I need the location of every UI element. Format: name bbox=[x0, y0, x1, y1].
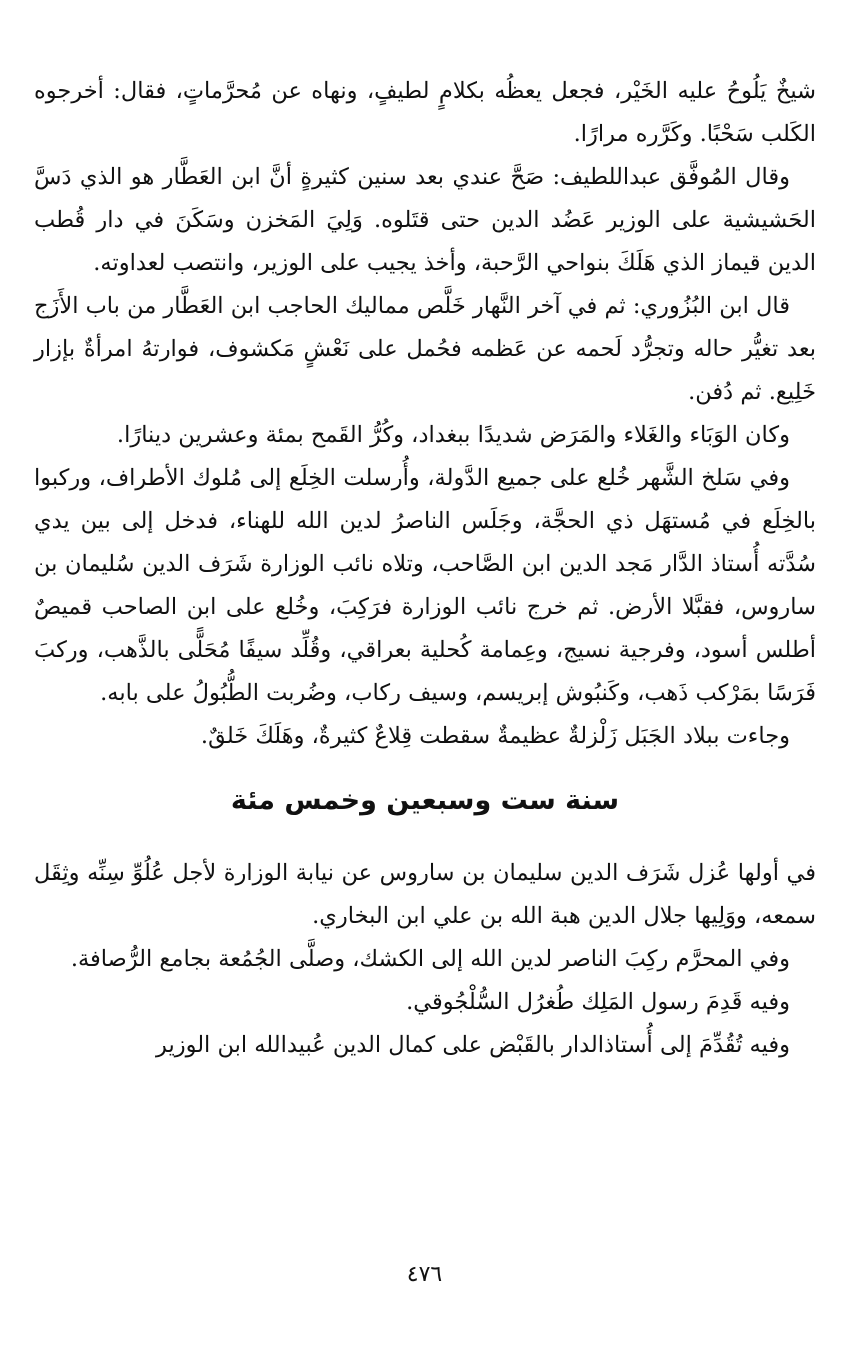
section-heading: سنة ست وسبعين وخمس مئة bbox=[230, 785, 620, 816]
paragraph: وفي المحرَّم ركِبَ الناصر لدين الله إلى الكشك، وصلَّى الجُمُعة بجامع الرُّصافة. bbox=[70, 946, 790, 972]
paragraph: شيخٌ يَلُوحُ عليه الخَيْر، فجعل يعظُه بكلامٍ لطيفٍ، ونهاه عن مُحرَّماتٍ، فقال: أخرجوه الكَلب سَحْبًا. وكَرَّره مرارًا. bbox=[34, 78, 816, 147]
paragraph: قال ابن البُزُوري: ثم في آخر النَّهار خَلَّص مماليك الحاجب ابن العَطَّار من باب الأَزَج بعد تغيُّر حاله وتجرُّد لَحمه عن عَظمه فحُمل على نَعْشٍ مَكشوف، فوارتهُ امرأةٌ بإزار خَلِيع. ثم دُفن. bbox=[34, 293, 816, 405]
paragraph: وجاءت ببلاد الجَبَل زَلْزلةٌ عظيمةٌ سقطت قِلاعٌ كثيرةٌ، وهَلَكَ خَلقٌ. bbox=[200, 723, 790, 749]
paragraph: وفيه تُقُدِّمَ إلى أُستاذالدار بالقَبْض على كمال الدين عُبيدالله ابن الوزير bbox=[156, 1032, 790, 1058]
page-body bbox=[34, 70, 816, 1067]
page-number: ٤٧٦ bbox=[406, 1262, 443, 1287]
paragraph: وقال المُوفَّق عبداللطيف: صَحَّ عندي بعد سنين كثيرةٍ أنَّ ابن العَطَّار هو الذي دَسَّ الحَشيشية على الوزير عَضُد الدين حتى قتَلوه. وَلِيَ المَخزن وسَكَنَ في دار قُطب الدين قيماز الذي هَلَكَ بنواحي الرَّحبة، وأخذ يجيب على الوزير، وانتصب لعداوته. bbox=[34, 164, 816, 276]
paragraph: في أولها عُزل شَرَف الدين سليمان بن ساروس عن نيابة الوزارة لأجل عُلُوِّ سِنِّه وثِقَل سمعه، ووَلِيها جلال الدين هبة الله بن علي ابن البخاري. bbox=[34, 860, 816, 929]
paragraph: وفي سَلخ الشَّهر خُلع على جميع الدَّولة، وأُرسلت الخِلَع إلى مُلوك الأطراف، وركبوا بالخِلَع في مُستهَل ذي الحجَّة، وجَلَس الناصرُ لدين الله للهناء، فدخل إلى بين يدي سُدَّته أُستاذ الدَّار مَجد الدين ابن الصَّاحب، وتلاه نائب الوزارة شَرَف الدين سُليمان بن ساروس، فقبَّلا الأرض. ثم خرج نائب الوزارة فرَكِبَ، وخُلع على ابن الصاحب قميصٌ أطلس أسود، وفرجية نسيج، وعِمامة كُحلية بعراقي، وقُلِّد سيفًا مُحَلًّى بالذَّهب، وركبَ فَرَسًا بمَرْكب ذَهب، وكَنبُوش إبريسم، وسيف ركاب، وضُربت الطُّبُولُ على بابه. bbox=[34, 465, 816, 706]
paragraph: وفيه قَدِمَ رسول المَلِك طُغرُل السُّلْجُوقي. bbox=[406, 989, 790, 1015]
paragraph: وكان الوَبَاء والغَلاء والمَرَض شديدًا ببغداد، وكُرُّ القَمح بمئة وعشرين دينارًا. bbox=[116, 422, 790, 448]
